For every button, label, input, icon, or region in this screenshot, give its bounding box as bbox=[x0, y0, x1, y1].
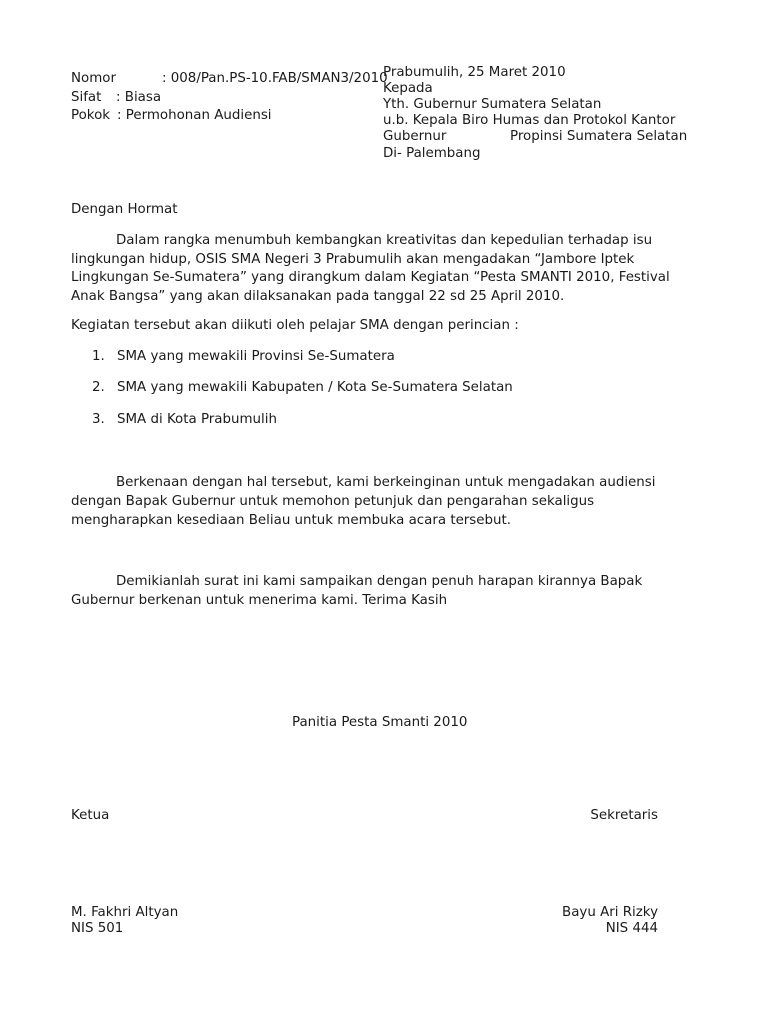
signer-right-nis: NIS 444 bbox=[605, 921, 658, 936]
signer-left-nis: NIS 501 bbox=[71, 921, 124, 936]
nomor-value: : 008/Pan.PS-10.FAB/SMAN3/2010 bbox=[162, 71, 388, 86]
recipient-ub: u.b. Kepala Biro Humas dan Protokol Kantor bbox=[383, 113, 676, 128]
sifat-value: : Biasa bbox=[116, 90, 162, 105]
list-item-number: 3. bbox=[92, 412, 105, 427]
paragraph-participants: Kegiatan tersebut akan diikuti oleh pelajar SMA dengan perincian : bbox=[71, 318, 519, 333]
nomor-label: Nomor bbox=[71, 71, 116, 86]
paragraph-request: Berkenaan dengan hal tersebut, kami berkeinginan untuk mengadakan audiensi dengan Bapak Gubernur untuk memohon petunjuk dan pengarahan sekaligus mengharapkan kesediaan Beliau untuk membuka acara tersebut. bbox=[71, 475, 656, 528]
pokok-label: Pokok bbox=[71, 108, 111, 123]
signer-right-name: Bayu Ari Rizky bbox=[562, 905, 658, 920]
sifat-label: Sifat bbox=[71, 90, 102, 105]
recipient-yth: Yth. Gubernur Sumatera Selatan bbox=[383, 97, 602, 112]
signer-left-name: M. Fakhri Altyan bbox=[71, 905, 179, 920]
committee-name: Panitia Pesta Smanti 2010 bbox=[292, 715, 468, 730]
paragraph-intro: Dalam rangka menumbuh kembangkan kreativitas dan kepedulian terhadap isu lingkungan hidup, OSIS SMA Negeri 3 Prabumulih akan mengadakan “Jambore Iptek Lingkungan Se-Sumatera” yang dirangkum dalam Kegiatan “Pesta SMANTI 2010, Festival Anak Bangsa” yang akan dilaksanakan pada tanggal 22 sd 25 April 2010. bbox=[71, 233, 670, 304]
role-ketua: Ketua bbox=[71, 808, 110, 823]
role-sekretaris: Sekretaris bbox=[590, 808, 658, 823]
recipient-gubernur: Gubernur bbox=[383, 129, 447, 144]
recipient-di: Di- Palembang bbox=[383, 146, 481, 161]
list-item-number: 1. bbox=[92, 349, 105, 364]
list-item-text: SMA yang mewakili Kabupaten / Kota Se-Sumatera Selatan bbox=[117, 380, 513, 395]
pokok-value: : Permohonan Audiensi bbox=[117, 108, 272, 123]
list-item-number: 2. bbox=[92, 380, 105, 395]
list-item-text: SMA yang mewakili Provinsi Se-Sumatera bbox=[117, 349, 395, 364]
list-item-text: SMA di Kota Prabumulih bbox=[117, 412, 277, 427]
recipient-kepada: Kepada bbox=[383, 81, 433, 96]
recipient-propinsi: Propinsi Sumatera Selatan bbox=[510, 129, 688, 144]
paragraph-closing: Demikianlah surat ini kami sampaikan dengan penuh harapan kirannya Bapak Gubernur berkenan untuk menerima kami. Terima Kasih bbox=[71, 574, 643, 608]
date-line: Prabumulih, 25 Maret 2010 bbox=[383, 65, 566, 80]
greeting: Dengan Hormat bbox=[71, 202, 178, 217]
